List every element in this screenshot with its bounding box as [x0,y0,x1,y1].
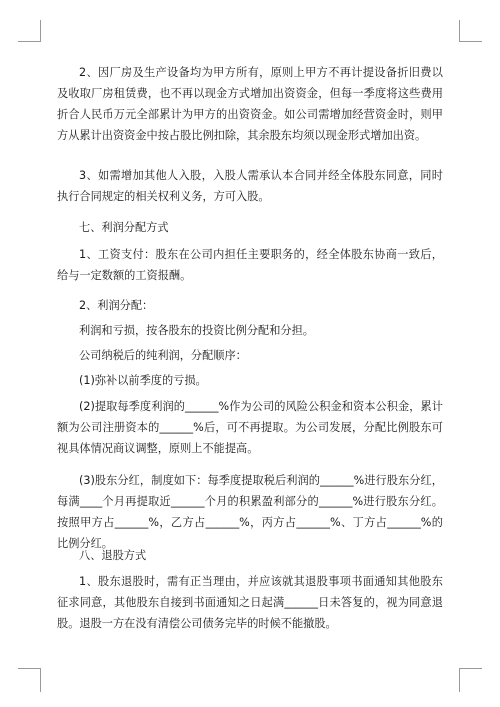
crop-mark-bottom-left [40,668,41,692]
crop-mark-bottom-left [18,668,41,669]
list-item-dividends: (3)股东分红，制度如下：每季度提取税后利润的______%进行股东分红，每满____个月再提取近______个月的积累盈利部分的______%进行股东分红。按照甲方占______%，乙方占______%，丙方占______%、丁方占______%的比例分红。 [57,474,443,550]
crop-mark-bottom-right [459,668,460,692]
paragraph-profit-allocation-heading: 2、利润分配： [79,299,154,312]
paragraph-capital-equipment: 2、因厂房及生产设备均为甲方所有，原则上甲方不再计提设备折旧费以及收取厂房租赁费，也不再以现金方式增加出资资金，但每一季度将这些费用折合人民币万元全部累计为甲方的出资资金。如公司需增加经营资金时，则甲方从累计出资资金中按占股比例扣除，其余股东均须以现金形式增加出资。 [57,66,443,142]
paragraph-new-shareholders: 3、如需增加其他人入股，入股人需承认本合同并经全体股东同意，同时执行合同规定的相关权利义务，方可入股。 [57,169,443,203]
crop-mark-top-right [459,20,460,42]
paragraph-salary-payment: 1、工资支付：股东在公司内担任主要职务的，经全体股东协商一致后，给与一定数额的工资报酬。 [57,248,443,282]
section-heading-withdrawal: 八、退股方式 [79,549,147,562]
paragraph-net-profit-order: 公司纳税后的纯利润，分配顺序： [79,349,247,362]
crop-mark-top-left [18,41,41,42]
list-item-reserve-fund: (2)提取每季度利润的______%作为公司的风险公积金和资本公积金，累计额为公司注册资本的______%后，可不再提取。为公司发展，分配比例股东可视具体情况商议调整，原则上不能提高。 [57,400,443,455]
crop-mark-bottom-right [459,668,482,669]
section-heading-profit-distribution: 七、利润分配方式 [79,221,169,234]
paragraph-profit-and-loss: 利润和亏损，按各股东的投资比例分配和分担。 [79,324,314,337]
crop-mark-top-right [459,41,482,42]
list-item-cover-losses: (1)弥补以前季度的亏损。 [79,374,207,387]
paragraph-withdrawal-procedure: 1、股东退股时，需有正当理由，并应该就其退股事项书面通知其他股东征求同意，其他股东自接到书面通知之日起满______日未答复的，视为同意退股。退股一方在没有清偿公司债务完毕的时候不能撤股。 [57,575,443,630]
crop-mark-top-left [40,20,41,42]
